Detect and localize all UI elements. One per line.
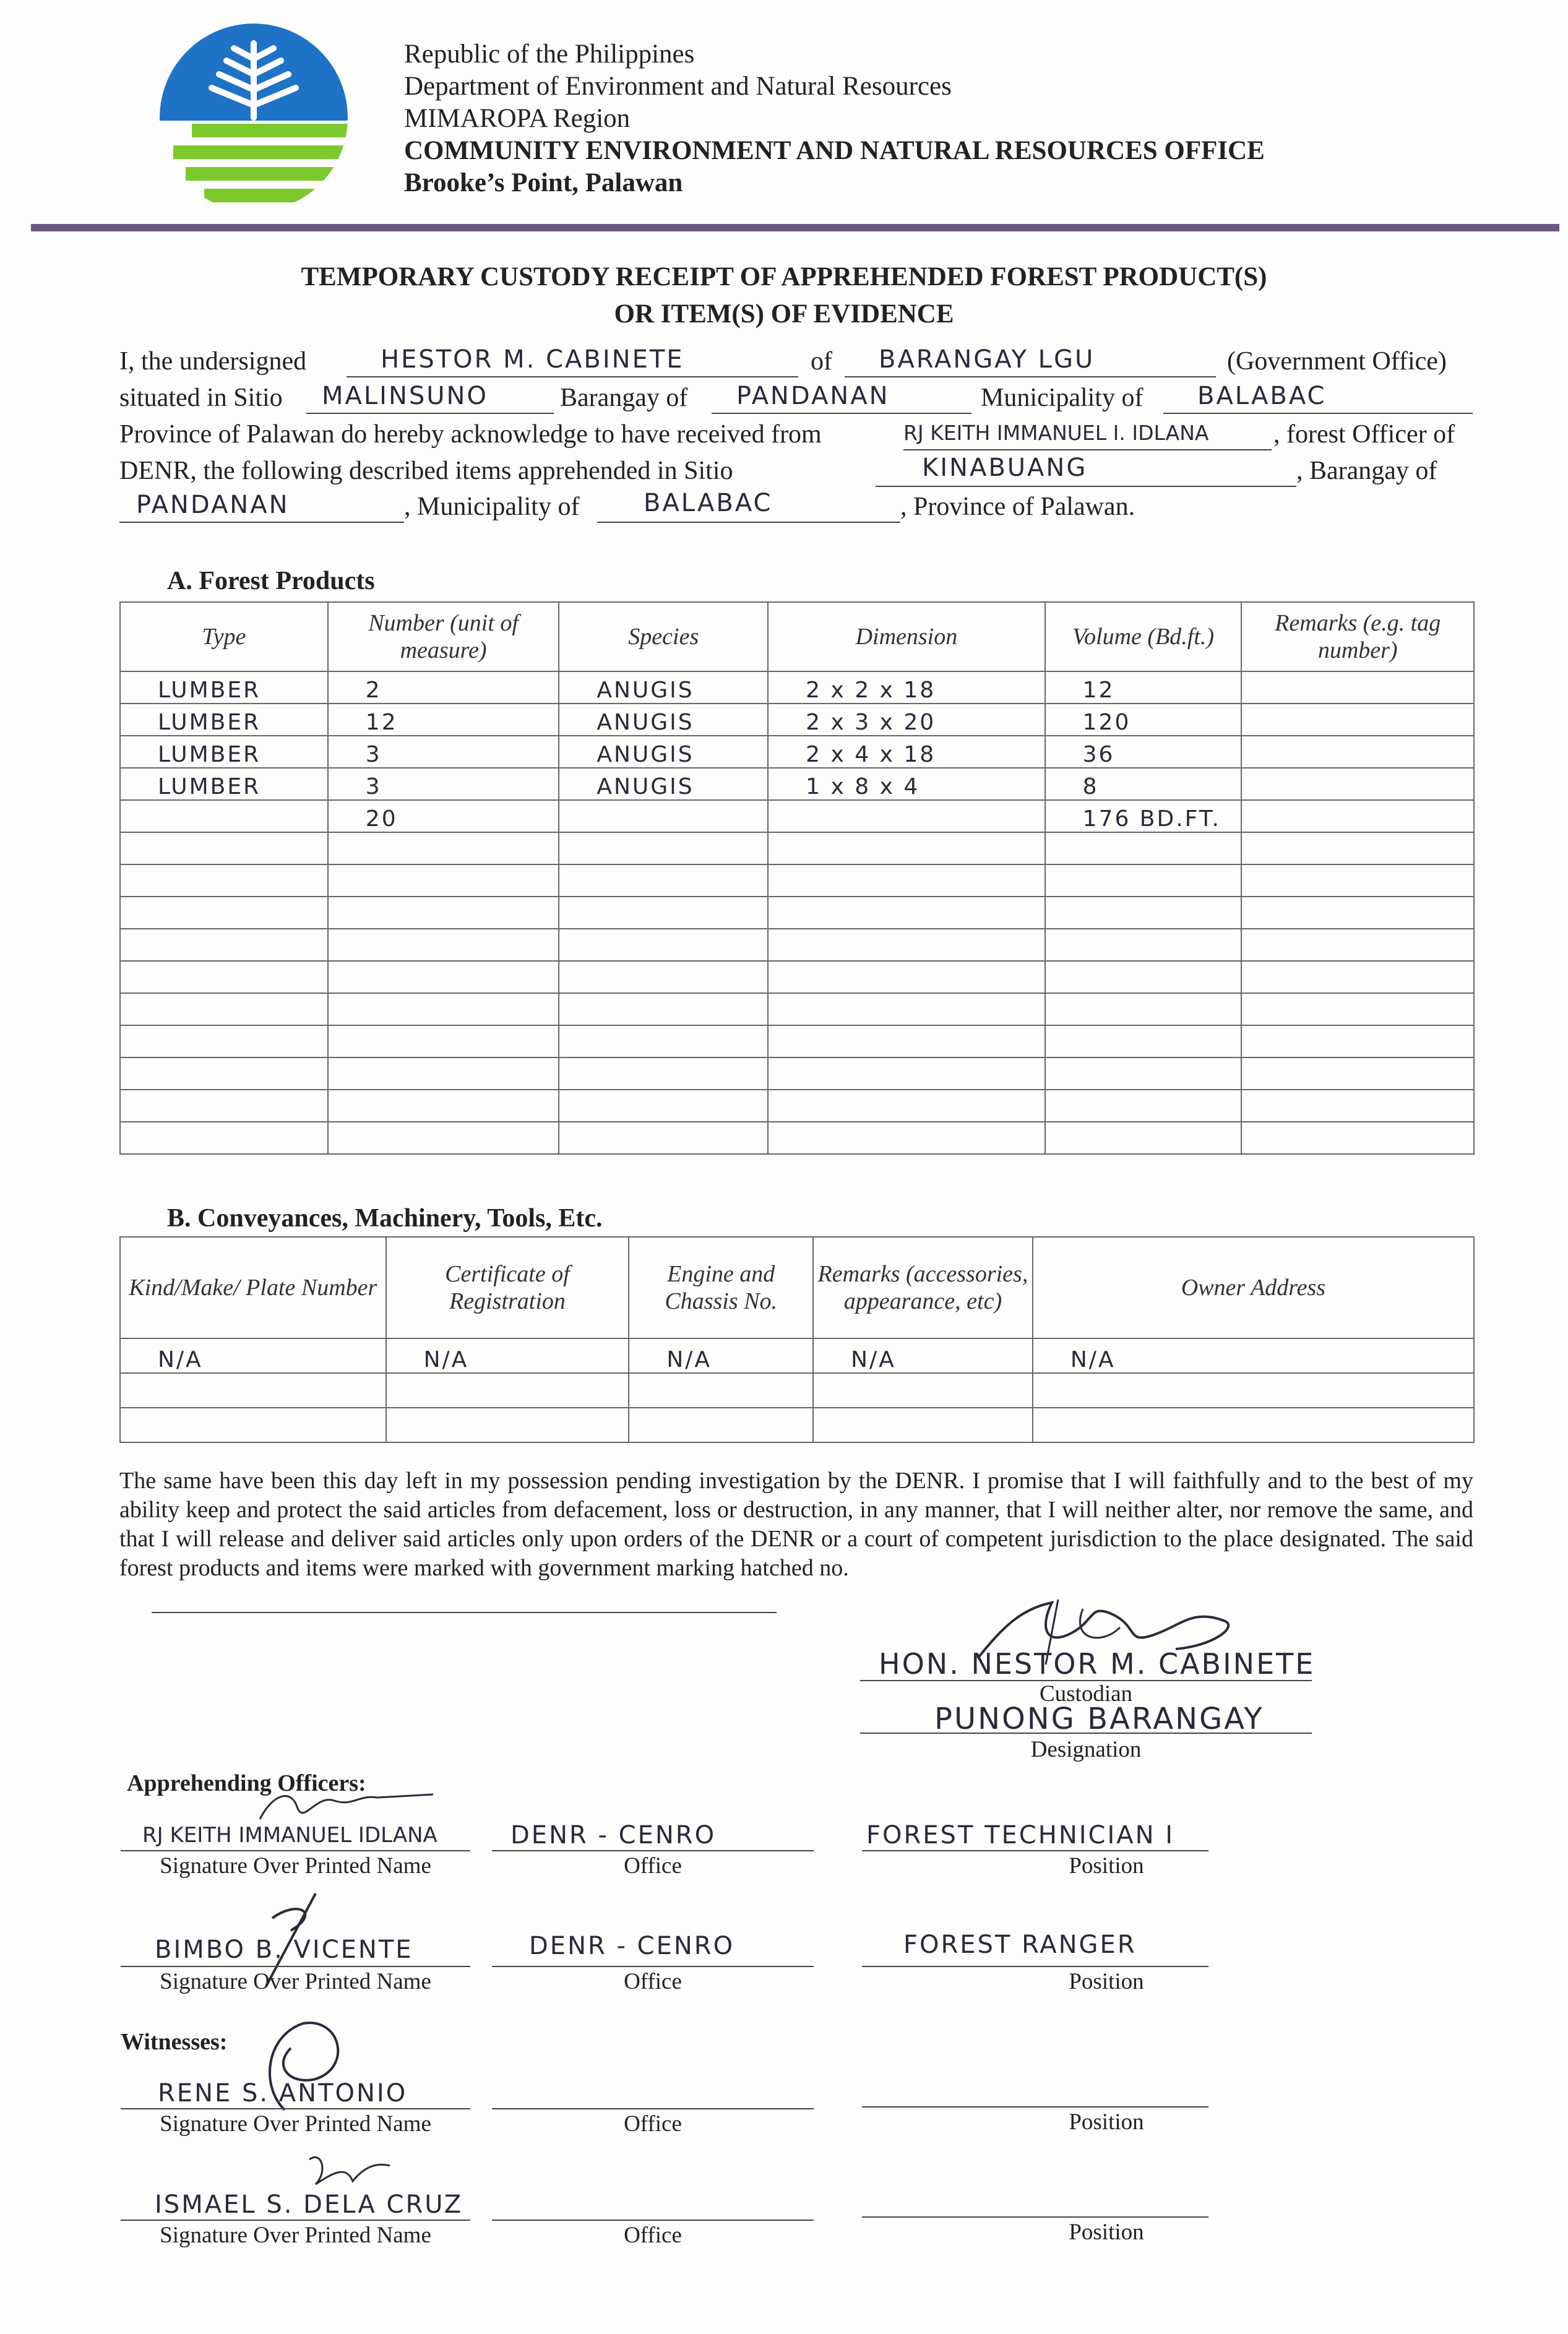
table-cell — [120, 961, 328, 993]
barangay-line — [712, 413, 971, 414]
officer-1-sig-label: Signature Over Printed Name — [160, 1853, 431, 1879]
witness-1-sig-line — [121, 2108, 470, 2109]
sitio2-line — [876, 486, 1296, 487]
table-cell: 2 x 2 x 18 — [768, 671, 1045, 704]
hatched-no-line — [152, 1612, 777, 1613]
title-line-1: TEMPORARY CUSTODY RECEIPT OF APPREHENDED FOREST PRODUCT(S) — [301, 262, 1267, 291]
officer-1-office: DENR - CENRO — [510, 1821, 717, 1850]
table-cell — [1045, 832, 1242, 864]
table-row — [120, 1090, 1474, 1122]
header-divider — [31, 224, 1559, 231]
custody-statement: The same have been this day left in my possession pending investigation by the DENR. I promise that I will faithfully and to the best of my ability keep and protect the said articles from defacement, loss or destruction, in any manner, that I will neither alter, nor remove the same, and that I will release and deliver said articles only upon orders of the DENR or a court of competent jurisdiction to the place designated. The said forest products and items were marked with government marking hatched no. — [119, 1468, 1473, 1581]
table-cell: 2 x 3 x 20 — [768, 704, 1045, 736]
table-cell — [1241, 768, 1474, 800]
table-cell — [768, 864, 1045, 897]
table-cell — [559, 1122, 768, 1154]
table-cell: 120 — [1045, 704, 1242, 736]
intro-text: , Barangay of — [1296, 457, 1437, 485]
table-cell — [120, 897, 328, 929]
witness-1-position-line — [862, 2106, 1208, 2108]
column-header: Species — [559, 602, 768, 671]
column-header: Dimension — [768, 602, 1045, 671]
table-cell: N/A — [813, 1338, 1033, 1373]
table-cell — [1045, 1025, 1242, 1057]
table-cell — [120, 832, 328, 864]
table-cell — [1241, 864, 1474, 897]
table-cell — [559, 864, 768, 897]
table-cell: LUMBER — [120, 768, 328, 800]
table-cell — [120, 1090, 328, 1122]
table-cell — [768, 993, 1045, 1025]
table-cell — [559, 897, 768, 929]
officer-1-position-label: Position — [1069, 1853, 1144, 1879]
conveyances-table — [119, 1236, 1475, 1443]
table-row — [120, 897, 1474, 929]
apprehension-municipality: BALABAC — [644, 489, 773, 517]
table-row — [120, 929, 1474, 961]
table-cell — [768, 1025, 1045, 1057]
witness-2-sig-label: Signature Over Printed Name — [160, 2223, 431, 2248]
table-cell — [1045, 929, 1242, 961]
forest-products-table — [119, 601, 1475, 1155]
officer-2-position: FOREST RANGER — [903, 1931, 1137, 1959]
table-cell: 36 — [1045, 736, 1242, 768]
table-header-row — [120, 1237, 1474, 1338]
table-row — [120, 800, 1474, 832]
officer-2-sig-line — [121, 1966, 470, 1967]
table-row — [120, 1057, 1474, 1090]
table-cell — [1241, 961, 1474, 993]
apprehension-sitio: KINABUANG — [922, 454, 1088, 482]
table-cell: 2 x 4 x 18 — [768, 736, 1045, 768]
table-cell — [1045, 1057, 1242, 1090]
table-cell — [813, 1373, 1033, 1408]
table-cell — [559, 1090, 768, 1122]
header-office: COMMUNITY ENVIRONMENT AND NATURAL RESOURCES OFFICE — [404, 136, 1265, 165]
table-row — [120, 961, 1474, 993]
table-cell — [1241, 1090, 1474, 1122]
table-cell — [1241, 736, 1474, 768]
table-cell — [1241, 800, 1474, 832]
table-cell: ANUGIS — [559, 736, 768, 768]
municipality2-line — [597, 522, 900, 523]
table-cell — [1045, 897, 1242, 929]
table-cell: LUMBER — [120, 671, 328, 704]
witness-2-name: ISMAEL S. DELA CRUZ — [155, 2190, 463, 2219]
column-header: Number (unit of measure) — [328, 602, 559, 671]
table-cell — [768, 929, 1045, 961]
table-cell — [559, 1057, 768, 1090]
table-cell — [120, 800, 328, 832]
table-cell — [1033, 1373, 1474, 1408]
officer-2-office: DENR - CENRO — [529, 1932, 735, 1960]
table-cell — [1241, 1025, 1474, 1057]
column-header: Remarks (accessories, appearance, etc) — [813, 1237, 1033, 1338]
table-cell — [1045, 993, 1242, 1025]
witness-1-office-line — [492, 2108, 814, 2109]
table-cell — [120, 864, 328, 897]
denr-logo — [155, 19, 353, 217]
table-cell: ANUGIS — [559, 704, 768, 736]
table-cell — [768, 1122, 1045, 1154]
barangay-value: PANDANAN — [736, 382, 890, 410]
header-republic: Republic of the Philippines — [404, 40, 695, 69]
witness-1-sig-label: Signature Over Printed Name — [160, 2111, 431, 2137]
table-cell: 3 — [328, 736, 559, 768]
table-cell — [120, 1408, 386, 1442]
table-cell — [559, 800, 768, 832]
table-cell — [328, 832, 559, 864]
table-cell: 12 — [1045, 671, 1242, 704]
municipality-line — [1163, 413, 1473, 414]
table-cell — [386, 1373, 629, 1408]
table-cell — [559, 929, 768, 961]
intro-text: situated in Sitio — [119, 384, 283, 412]
table-cell: 12 — [328, 704, 559, 736]
column-header: Engine and Chassis No. — [629, 1237, 813, 1338]
table-cell: 3 — [328, 768, 559, 800]
custodian-label: Custodian — [1039, 1681, 1133, 1707]
table-cell: N/A — [386, 1338, 629, 1373]
table-cell: 8 — [1045, 768, 1242, 800]
government-office: BARANGAY LGU — [879, 345, 1095, 374]
column-header: Type — [120, 602, 328, 671]
section-a-title: A. Forest Products — [167, 567, 375, 595]
officer-2-position-line — [862, 1966, 1208, 1967]
table-cell — [768, 800, 1045, 832]
table-header-row — [120, 602, 1474, 671]
table-cell — [1241, 897, 1474, 929]
table-row — [120, 993, 1474, 1025]
column-header: Owner Address — [1033, 1237, 1474, 1338]
table-cell: LUMBER — [120, 704, 328, 736]
intro-text: , Province of Palawan. — [900, 493, 1135, 521]
witness-2-position-line — [862, 2216, 1208, 2218]
table-row — [120, 1122, 1474, 1154]
witness-2-office-label: Office — [624, 2223, 682, 2248]
column-header: Kind/Make/ Plate Number — [120, 1237, 386, 1338]
table-row — [120, 704, 1474, 736]
custodian-designation: PUNONG BARANGAY — [934, 1702, 1264, 1736]
table-cell: N/A — [1033, 1338, 1474, 1373]
table-cell — [1045, 1122, 1242, 1154]
officer-2-office-label: Office — [624, 1969, 682, 1994]
intro-text: I, the undersigned — [119, 347, 307, 376]
witness-2-position-label: Position — [1069, 2220, 1144, 2245]
witness-2-office-line — [492, 2220, 814, 2221]
municipality-value: BALABAC — [1197, 382, 1327, 410]
table-cell — [328, 1057, 559, 1090]
table-row — [120, 1025, 1474, 1057]
officer-2-position-label: Position — [1069, 1969, 1144, 1994]
officer-1-sig-line — [121, 1850, 470, 1851]
header-location: Brooke’s Point, Palawan — [404, 168, 683, 197]
table-cell — [386, 1408, 629, 1442]
table-cell — [629, 1408, 813, 1442]
table-cell — [328, 864, 559, 897]
table-cell — [328, 929, 559, 961]
intro-text: DENR, the following described items apprehended in Sitio — [119, 457, 733, 485]
table-cell — [120, 1373, 386, 1408]
table-row — [120, 1338, 1474, 1373]
table-cell: 2 — [328, 671, 559, 704]
table-cell: ANUGIS — [559, 671, 768, 704]
table-cell — [328, 1122, 559, 1154]
officer-1-name: RJ KEITH IMMANUEL IDLANA — [142, 1823, 437, 1848]
sitio-value: MALINSUNO — [322, 382, 488, 410]
table-cell — [559, 961, 768, 993]
table-cell — [1241, 671, 1474, 704]
table-cell — [559, 993, 768, 1025]
sitio-line — [306, 413, 554, 414]
table-cell — [768, 1057, 1045, 1090]
officer-2-sig-label: Signature Over Printed Name — [160, 1969, 431, 1994]
officer-1-position: FOREST TECHNICIAN I — [866, 1821, 1175, 1850]
undersigned-name: HESTOR M. CABINETE — [381, 345, 684, 374]
intro-text: of — [811, 347, 832, 376]
column-header: Remarks (e.g. tag number) — [1241, 602, 1474, 671]
table-cell — [120, 993, 328, 1025]
table-cell: 176 BD.FT. — [1045, 800, 1242, 832]
table-row — [120, 832, 1474, 864]
table-cell: 1 x 8 x 4 — [768, 768, 1045, 800]
intro-text: (Government Office) — [1227, 347, 1447, 376]
witness-1-name: RENE S. ANTONIO — [158, 2079, 408, 2108]
barangay2-line — [119, 522, 404, 523]
header-region: MIMAROPA Region — [404, 104, 631, 133]
witnesses-title: Witnesses: — [121, 2029, 228, 2055]
table-cell — [328, 1090, 559, 1122]
table-cell: ANUGIS — [559, 768, 768, 800]
table-cell — [768, 832, 1045, 864]
officer-line — [903, 449, 1272, 450]
table-cell — [1241, 1057, 1474, 1090]
table-cell — [328, 993, 559, 1025]
office-header — [404, 38, 1265, 199]
intro-text: Province of Palawan do hereby acknowledge to have received from — [119, 420, 822, 449]
table-cell — [120, 1057, 328, 1090]
witness-1-position-label: Position — [1069, 2109, 1144, 2135]
table-cell — [1045, 864, 1242, 897]
table-cell — [120, 1122, 328, 1154]
table-cell — [629, 1373, 813, 1408]
table-row — [120, 768, 1474, 800]
header-department: Department of Environment and Natural Resources — [404, 72, 952, 101]
column-header: Volume (Bd.ft.) — [1045, 602, 1242, 671]
table-cell — [768, 961, 1045, 993]
table-cell: N/A — [629, 1338, 813, 1373]
witness-1-office-label: Office — [624, 2111, 682, 2137]
table-cell: N/A — [120, 1338, 386, 1373]
table-cell: 20 — [328, 800, 559, 832]
witness-2-signature — [297, 2147, 396, 2197]
table-cell — [1241, 929, 1474, 961]
table-row — [120, 736, 1474, 768]
table-body — [120, 1338, 1474, 1442]
table-cell — [1241, 832, 1474, 864]
officer-1-office-line — [492, 1850, 814, 1851]
section-b-title: B. Conveyances, Machinery, Tools, Etc. — [167, 1204, 603, 1233]
intro-text: Barangay of — [560, 384, 688, 412]
table-row — [120, 1373, 1474, 1408]
table-cell — [1045, 961, 1242, 993]
intro-text: , Municipality of — [404, 493, 580, 521]
witness-2-sig-line — [121, 2220, 470, 2221]
office-line — [845, 376, 1216, 377]
table-cell — [768, 897, 1045, 929]
table-cell — [559, 1025, 768, 1057]
table-cell — [813, 1408, 1033, 1442]
table-cell: LUMBER — [120, 736, 328, 768]
table-cell — [328, 1025, 559, 1057]
form-title — [0, 259, 1568, 333]
officer-2-name: BIMBO B. VICENTE — [155, 1936, 413, 1964]
table-cell — [328, 961, 559, 993]
title-line-2: OR ITEM(S) OF EVIDENCE — [614, 299, 954, 329]
table-cell — [120, 1025, 328, 1057]
apprehending-officers-title: Apprehending Officers: — [127, 1770, 366, 1796]
table-cell — [1241, 993, 1474, 1025]
table-cell — [328, 897, 559, 929]
table-cell — [559, 832, 768, 864]
officer-1-position-line — [862, 1850, 1208, 1851]
table-row — [120, 1408, 1474, 1442]
table-body — [120, 671, 1474, 1154]
table-cell — [768, 1090, 1045, 1122]
table-cell — [1033, 1408, 1474, 1442]
custodian-name: HON. NESTOR M. CABINETE — [879, 1647, 1316, 1681]
officer-1-office-label: Office — [624, 1853, 682, 1879]
table-row — [120, 671, 1474, 704]
table-cell — [1045, 1090, 1242, 1122]
table-cell — [1241, 1122, 1474, 1154]
table-row — [120, 864, 1474, 897]
apprehension-barangay: PANDANAN — [136, 491, 290, 519]
column-header: Certificate of Registration — [386, 1237, 629, 1338]
name-line — [347, 376, 798, 377]
table-cell — [1241, 704, 1474, 736]
officer-2-office-line — [492, 1966, 814, 1967]
intro-text: , forest Officer of — [1273, 420, 1455, 449]
received-from-officer: RJ KEITH IMMANUEL I. IDLANA — [903, 421, 1209, 445]
table-cell — [120, 929, 328, 961]
intro-text: Municipality of — [981, 384, 1144, 412]
designation-label: Designation — [1030, 1737, 1142, 1762]
